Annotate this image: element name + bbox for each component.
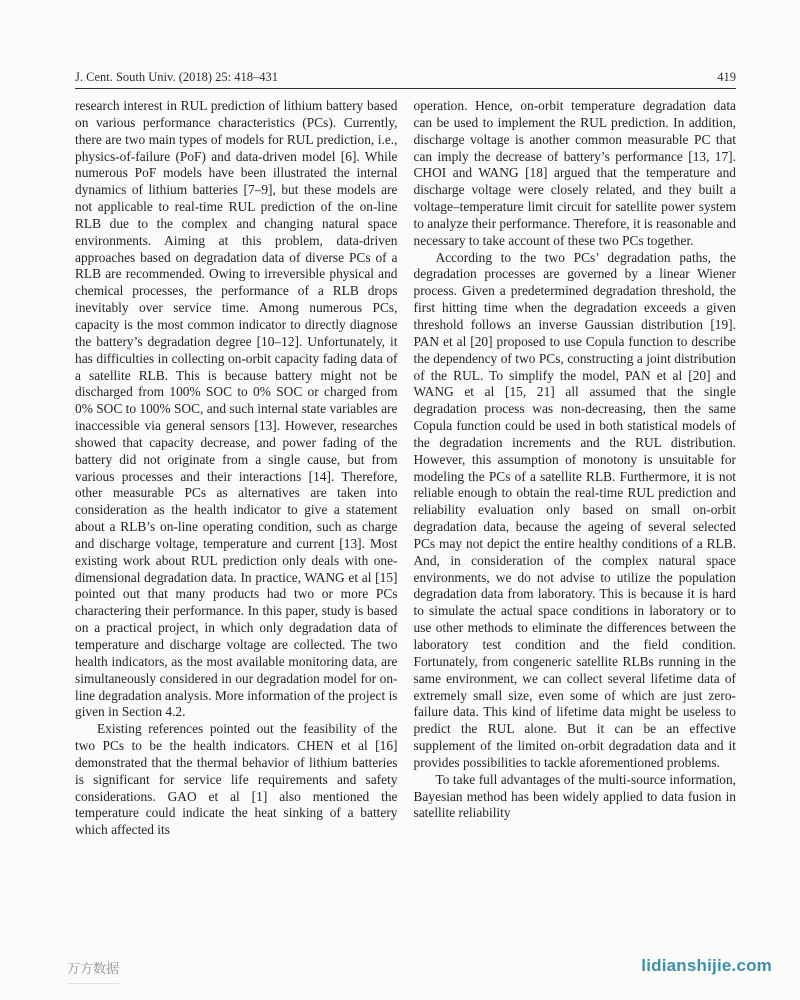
website-watermark: lidianshijie.com bbox=[641, 956, 772, 975]
right-column bbox=[414, 98, 737, 839]
paragraph: research interest in RUL prediction of lithium battery based on various performance characteristics (PCs). Currently, there are two main types of models for RUL prediction, i.e., physics-of-failure (PoF) and data-driven model [6]. While numerous PoF models have been illustrated the internal dynamics of lithium batteries [7–9], but these models are not applicable to real-time RUL prediction of the on-line RLB due to the complex and changing natural space environments. Aiming at this problem, data-driven approaches based on degradation data of diverse PCs of a RLB are recommended. Owing to irreversible physical and chemical processes, the performance of a RLB drops inevitably over service time. Among numerous PCs, capacity is the most common indicator to directly diagnose the battery’s degradation degree [10–12]. Unfortunately, it has difficulties in collecting on-orbit capacity fading data of a satellite RLB. This is because battery might not be discharged from 100% SOC to 0% SOC or charged from 0% SOC to 100% SOC, and such internal state variables are inaccessible via general sensors [13]. However, researches showed that capacity decrease, and power fading of the battery did not originate from a single cause, but from various processes and their interactions [14]. Therefore, other measurable PCs as alternatives are taken into consideration as the health indicator to give a statement about a RLB’s on-line operating condition, such as charge and discharge voltage, temperature and current [13]. Most existing work about RUL prediction only deals with one-dimensional degradation data. In practice, WANG et al [15] pointed out that many products had two or more PCs charactering their performance. In this paper, study is based on a practical project, in which only degradation data of temperature and discharge voltage are collected. The two health indicators, as the most available monitoring data, are simultaneously considered in our degradation model for on-line degradation analysis. More information of the project is given in Section 4.2. bbox=[75, 98, 398, 720]
article-body bbox=[75, 98, 736, 839]
running-header bbox=[75, 70, 736, 89]
page bbox=[75, 0, 736, 839]
wanfang-data-watermark: 万方数据 bbox=[67, 958, 119, 984]
paragraph: operation. Hence, on-orbit temperature degradation data can be used to implement the RUL prediction. In addition, discharge voltage is another common measurable PC that can imply the decrease of battery’s performance [13, 17]. CHOI and WANG [18] argued that the temperature and discharge voltage were closely related, and they built a voltage–temperature limit circuit for satellite power system to analyze their performance. Therefore, it is reasonable and necessary to take account of these two PCs together. bbox=[413, 98, 736, 248]
paragraph: According to the two PCs’ degradation paths, the degradation processes are governed by a linear Wiener process. Given a predetermined degradation threshold, the first hitting time when the degradation exceeds a given threshold follows an inverse Gaussian distribution [19]. PAN et al [20] proposed to use Copula function to describe the dependency of two PCs, constructing a joint distribution of the RUL. To simplify the model, PAN et al [20] and WANG et al [15, 21] all assumed that the single degradation process was non-decreasing, then the same Copula function could be used in both statistical models of the degradation increments and the RUL distribution. However, this assumption of monotony is unsuitable for modeling the PCs of a satellite RLB. Furthermore, it is not reliable enough to obtain the real-time RUL prediction and reliability evaluation only based on small on-orbit degradation data, because the ageing of several selected PCs may not depict the entire healthy conditions of a RLB. And, in consideration of the complex natural space environments, we do not advise to utilize the population degradation data from laboratory. This is because it is hard to simulate the actual space conditions in laboratory or to use other methods to eliminate the differences between the laboratory test condition and the field condition. Fortunately, from congeneric satellite RLBs running in the same environment, we can collect several lifetime data of extremely small size, even some of which are just zero-failure data. This kind of lifetime data might be useless to predict the RUL alone. But it can be an effective supplement of the limited on-orbit degradation data and it provides possibilities to tackle aforementioned problems. bbox=[413, 249, 736, 770]
page-number: 419 bbox=[717, 70, 736, 84]
page-footer bbox=[0, 956, 800, 984]
paragraph: To take full advantages of the multi-source information, Bayesian method has been widely applied to data fusion in satellite reliability bbox=[413, 771, 736, 821]
left-column bbox=[75, 98, 398, 839]
journal-citation: J. Cent. South Univ. (2018) 25: 418–431 bbox=[75, 70, 279, 84]
paragraph: Existing references pointed out the feasibility of the two PCs to be the health indicators. CHEN et al [16] demonstrated that the thermal behavior of lithium batteries is significant for service life requirements and safety considerations. GAO et al [1] also mentioned the temperature could indicate the heat sinking of a battery which affected its bbox=[75, 721, 398, 838]
